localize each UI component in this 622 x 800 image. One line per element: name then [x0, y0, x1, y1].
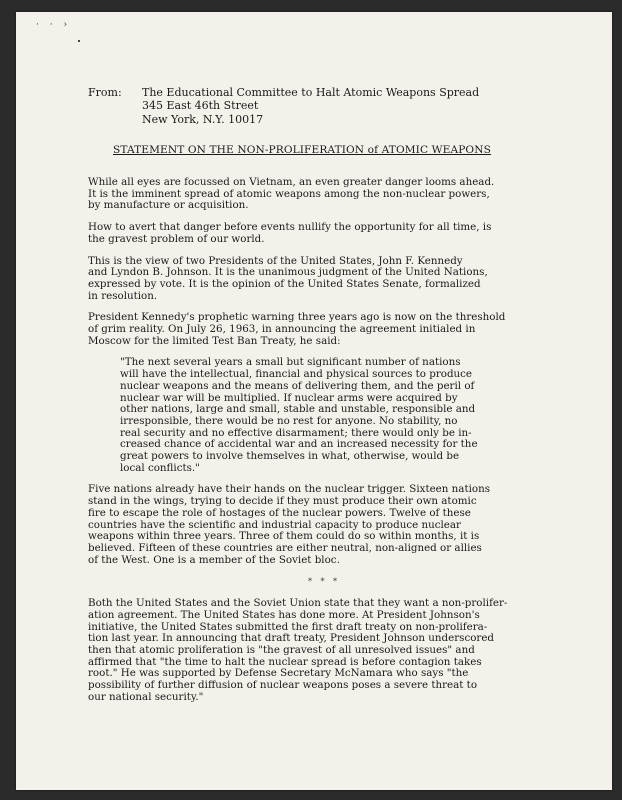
text-line: initiative, the United States submitted the first draft treaty on non-prolifera-: [88, 620, 488, 633]
quote-line: nuclear weapons and the means of delivering them, and the peril of: [120, 379, 475, 392]
text-line: then that atomic proliferation is "the gravest of all unresolved issues" and: [88, 643, 475, 656]
text-line: President Kennedy's prophetic warning three years ago is now on the threshold: [88, 311, 506, 324]
text-line: countries have the scientific and industrial capacity to produce nuclear: [88, 518, 461, 531]
text-line: affirmed that "the time to halt the nuclear spread is before contagion takes: [88, 655, 482, 668]
text-line: How to avert that danger before events nullify the opportunity for all time, is: [88, 221, 492, 234]
text-line: stand in the wings, trying to decide if they must produce their own atomic: [88, 495, 477, 508]
document-page: [16, 12, 612, 790]
text-line: Moscow for the limited Test Ban Treaty, he said:: [88, 334, 341, 347]
quote-line: great powers to involve themselves in what, otherwise, would be: [120, 450, 460, 463]
text-line: of grim reality. On July 26, 1963, in announcing the agreement initialed in: [88, 323, 476, 336]
text-line: tion last year. In announcing that draft treaty, President Johnson underscored: [88, 632, 495, 645]
text-line: our national security.": [88, 690, 204, 703]
text-line: expressed by vote. It is the opinion of the United States Senate, formalized: [88, 277, 481, 290]
text-line: possibility of further diffusion of nuclear weapons poses a severe threat to: [88, 679, 478, 692]
text-line: It is the imminent spread of atomic weapons among the non-nuclear powers,: [88, 187, 490, 200]
quote-line: will have the intellectual, financial and physical sources to produce: [120, 368, 473, 381]
quote-line: other nations, large and small, stable and unstable, responsible and: [120, 403, 476, 416]
text-line: weapons within three years. Three of them could do so within months, it is: [88, 530, 480, 543]
stray-marks: · · ›: [36, 20, 72, 30]
paragraph: [88, 177, 560, 212]
text-line: believed. Fifteen of these countries are either neutral, non-aligned or allies: [88, 541, 482, 554]
address-line: New York, N.Y. 10017: [142, 112, 264, 126]
text-line: root." He was supported by Defense Secretary McNamara who says "the: [88, 667, 469, 680]
paragraph: [88, 598, 560, 703]
paragraph: [88, 256, 560, 303]
address-line: The Educational Committee to Halt Atomic Weapons Spread: [142, 86, 480, 99]
text-line: ation agreement. The United States has done more. At President Johnson's: [88, 608, 480, 621]
text-line: by manufacture or acquisition.: [88, 199, 249, 212]
text-line: Both the United States and the Soviet Union state that they want a non-prolifer-: [88, 597, 508, 610]
text-line: of the West. One is a member of the Soviet bloc.: [88, 553, 340, 566]
from-label: From:: [88, 86, 122, 99]
quote-line: "The next several years a small but significant number of nations: [120, 356, 461, 369]
document-title: STATEMENT ON THE NON-PROLIFERATION of ATOMIC WEAPONS: [113, 144, 491, 156]
address-line: 345 East 46th Street: [142, 99, 259, 113]
text-line: While all eyes are focussed on Vietnam, an even greater danger looms ahead.: [88, 176, 495, 188]
quote-line: nuclear war will be multiplied. If nuclear arms were acquired by: [120, 391, 458, 404]
document-body: [88, 177, 560, 713]
paragraph: [88, 312, 560, 347]
text-line: fire to escape the role of hostages of the nuclear powers. Twelve of these: [88, 506, 471, 519]
quote-line: creased chance of accidental war and an increased necessity for the: [120, 438, 478, 451]
sender-address: [142, 86, 479, 126]
text-line: and Lyndon B. Johnson. It is the unanimous judgment of the United Nations,: [88, 266, 488, 279]
paragraph: [88, 222, 560, 245]
text-line: the gravest problem of our world.: [88, 232, 265, 245]
quote-line: irresponsible, there would be no rest for anyone. No stability, no: [120, 414, 458, 427]
text-line: This is the view of two Presidents of the United States, John F. Kennedy: [88, 254, 463, 267]
quote-line: real security and no effective disarmament; there would only be in-: [120, 426, 472, 439]
kennedy-quote: [120, 357, 560, 474]
stray-dot: [78, 40, 80, 42]
section-separator: * * *: [307, 577, 341, 587]
text-line: Five nations already have their hands on the nuclear trigger. Sixteen nations: [88, 483, 490, 496]
paragraph: [88, 484, 560, 566]
text-line: in resolution.: [88, 289, 158, 302]
quote-line: local conflicts.": [120, 461, 200, 474]
